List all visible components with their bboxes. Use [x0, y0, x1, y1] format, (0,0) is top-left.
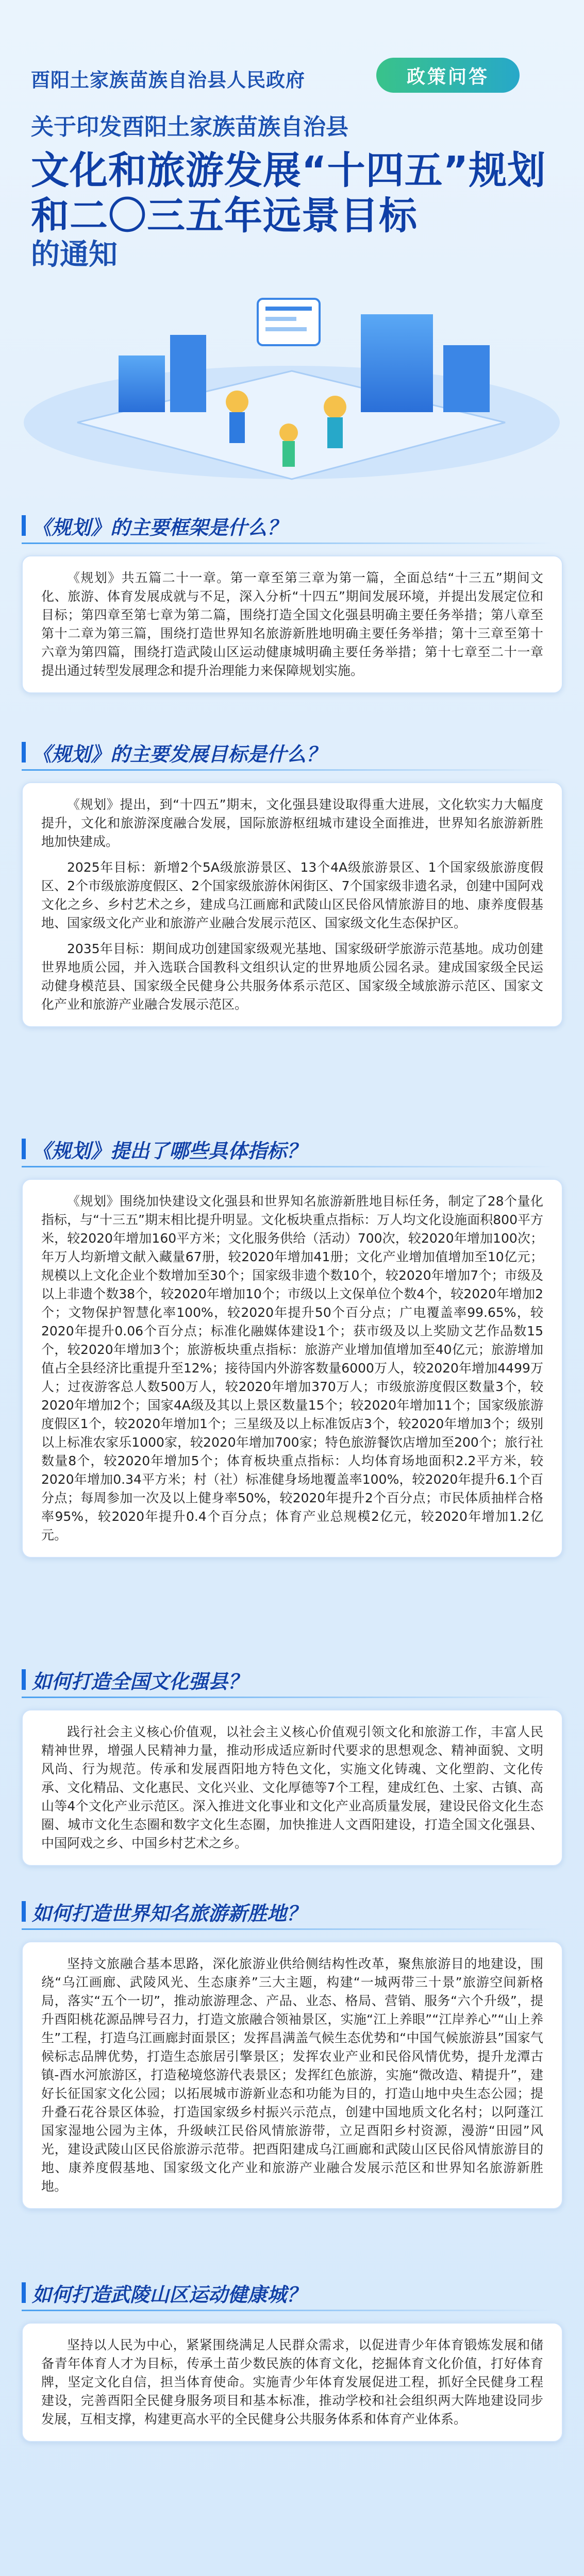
section-title: 如何打造世界知名旅游新胜地？ [22, 1896, 563, 1927]
paragraph: 《规划》共五篇二十一章。第一章至第三章为第一篇，全面总结“十三五”期间文化、旅游、体育发展成就与不足，深入分析“十四五”期间发展环境，并提出发展定位和目标；第四章至第七章为第二篇，围绕打造全国文化强县明确主要任务举措；第八章至第十二章为第三篇，围绕打造世界知名旅游新胜地明确主要任务举措；第十三章至第十六章为第四篇，围绕打造武陵山区运动健康城明确主要任务举措；第十七章至二十一章提出通过转型发展理念和提升治理能力来保障规划实施。 [41, 570, 543, 678]
section-card [22, 1179, 563, 1558]
paragraph: 坚持以人民为中心，紧紧围绕满足人民群众需求，以促进青少年体育锻炼发展和储备青年体育人才为目标，传承土苗少数民族的体育文化，挖掘体育文化价值，打好体育牌，坚定文化自信，担当体育使命。实施青少年体育发展促进工程，抓好全民健身工程建设，完善酉阳全民健身服务项目和基本标准，推动学校和社会组织两大阵地建设同步发展，互相支撑，构建更高水平的全民健身公共服务体系和体育产业体系。 [41, 2337, 543, 2427]
paragraph: 2035年目标：期间成功创建国家级观光基地、国家级研学旅游示范基地。成功创建世界地质公园，并入选联合国教科文组织认定的世界地质公园名录。建成国家级全民运动健身模范县、国家级全民健身公共服务体系示范区、国家级全域旅游示范区、国家文化产业和旅游产业融合发展示范区。 [41, 941, 543, 1012]
paragraph: 《规划》围绕加快建设文化强县和世界知名旅游新胜地目标任务，制定了28个量化指标，与“十三五”期末相比提升明显。文化板块重点指标：万人均文化设施面积800平方米，较2020年增加160平方米；文化服务供给（活动）700次，较2020年增加100次；年万人均新增文献入藏量67册，较2020年增加41册；文化产业增加值增加至10亿元；规模以上文化企业个数增加至30个；国家级非遗个数10个，较2020年增加7个；市级及以上非遗个数38个，较2020年增加10个；市级以上文保单位个数4个，较2020年增加2个；文物保护智慧化率100%，较2020年提升50个百分点；广电覆盖率99.65%，较2020年提升0.06个百分点；标准化融媒体建设1个；获市级及以上奖励文艺作品数15个，较2020年增加3个；旅游板块重点指标：旅游产业增加值增加至40亿元；旅游增加值占全县经济比重提升至12%；接待国内外游客数量6000万人，较2020年增加4499万人；过夜游客总人数500万人，较2020年增加370万人；市级旅游度假区数量3个，较2020年增加2个；国家4A级及其以上景区数量15个；较2020年增加11个；国家级旅游度假区1个，较2020年增加1个；三星级及以上标准饭店3个，较2020年增加3个；级别以上标准农家乐1000家，较2020年增加700家；特色旅游餐饮店增加至200个；旅行社数量8个，较2020年增加5个；体育板块重点指标：人均体育场地面积2.2平方米，较2020年增加0.34平方米；村（社）标准健身场地覆盖率100%，较2020年提升6.1个百分点；每周参加一次及以上健身率50%，较2020年提升2个百分点；市民体质抽样合格率95%，较2020年提升0.4个百分点；体育产业总规模2亿元，较2020年增加1.2亿元。 [41, 1194, 543, 1543]
section-card [22, 555, 563, 693]
paragraph: 坚持文旅融合基本思路，深化旅游业供给侧结构性改革，聚焦旅游目的地建设，围绕“乌江画廊、武陵风光、生态康养”三大主题，构建“一城两带三十景”旅游空间新格局，落实“五个一切”，推动旅游理念、产品、业态、格局、营销、服务“六个升级”，提升酉阳桃花源品牌号召力，打造文旅融合领袖景区，实施“江上养眼”“江岸养心”“山上养生”工程，打造乌江画廊封面景区；发挥昌满盖气候生态优势和“中国气候旅游县”国家气候标志品牌优势，打造生态旅居引擎景区；发挥农业产业和民俗风情优势，提升龙潭古镇-酉水河旅游区，打造秘境悠游代表景区；发挥红色旅游，实施“微改造、精提升”，建好长征国家文化公园；以拓展城市游新业态和功能为目的，打造山地中央生态公园；提升叠石花谷景区体验，打造国家级乡村振兴示范点，创建中国地质文化名村；以阿蓬江国家湿地公园为主体，升级峡江民俗风情旅游带，立足酉阳乡村资源，漫游“田园”风光，建设武陵山区民俗旅游示范带。把酉阳建成乌江画廊和武陵山区民俗风情旅游目的地、康养度假基地、国家级文化产业和旅游产业融合发展示范区和世界知名旅游新胜地。 [41, 1956, 543, 2194]
title-line-1: 关于印发酉阳土家族苗族自治县 [31, 114, 348, 140]
section-card [22, 1941, 563, 2209]
section-indicators [22, 1133, 563, 1558]
title-line-3: 和二〇三五年远景目标 [31, 194, 418, 238]
section-title: 《规划》的主要发展目标是什么？ [22, 737, 563, 768]
gov-name: 酉阳土家族苗族自治县人民政府 [31, 69, 305, 91]
section-title: 如何打造全国文化强县？ [22, 1664, 563, 1695]
section-goals [22, 737, 563, 1027]
paragraph: 践行社会主义核心价值观，以社会主义核心价值观引领文化和旅游工作，丰富人民精神世界，增强人民精神力量，推动形成适应新时代要求的思想观念、精神面貌、文明风尚、行为规范。传承和发展酉阳地方特色文化，实施文化铸魂、文化塑韵、文化传承、文化精品、文化惠民、文化兴业、文化厚德等7个工程，建成红色、土家、古镇、高山等4个文化产业示范区。深入推进文化事业和文化产业高质量发展，建设民俗文化生态圈、城市文化生态圈和数字文化生态圈，加快推进人文酉阳建设，打造全国文化强县、中国阿戏之乡、中国乡村艺术之乡。 [41, 1724, 543, 1851]
section-title: 如何打造武陵山区运动健康城？ [22, 2277, 563, 2308]
section-title: 《规划》的主要框架是什么？ [22, 510, 563, 541]
paragraph: 2025年目标：新增2个5A级旅游景区、13个4A级旅游景区、1个国家级旅游度假区、2个市级旅游度假区、2个国家级旅游休闲街区、7个国家级非遗名录，创建中国阿戏文化之乡、乡村艺术之乡，建成乌江画廊和武陵山区民俗风情旅游目的地、康养度假基地、国家级文化产业和旅游产业融合发展示范区、国家级文化生态保护区。 [41, 860, 543, 930]
section-title: 《规划》提出了哪些具体指标？ [22, 1133, 563, 1164]
section-tourism [22, 1896, 563, 2209]
section-card [22, 1709, 563, 1866]
title-line-2: 文化和旅游发展“十四五”规划 [31, 148, 546, 193]
title-line-4: 的通知 [31, 238, 118, 272]
policy-qa-tag[interactable]: 政策问答 [376, 58, 520, 93]
hero-illustration [0, 268, 584, 495]
section-card [22, 782, 563, 1027]
section-culture-county [22, 1664, 563, 1866]
section-framework [22, 510, 563, 693]
section-card [22, 2323, 563, 2442]
section-sports-city [22, 2277, 563, 2442]
paragraph: 《规划》提出，到“十四五”期末，文化强县建设取得重大进展，文化软实力大幅度提升，文化和旅游深度融合发展，国际旅游枢纽城市建设全面推进，世界知名旅游新胜地加快建成。 [41, 797, 543, 849]
